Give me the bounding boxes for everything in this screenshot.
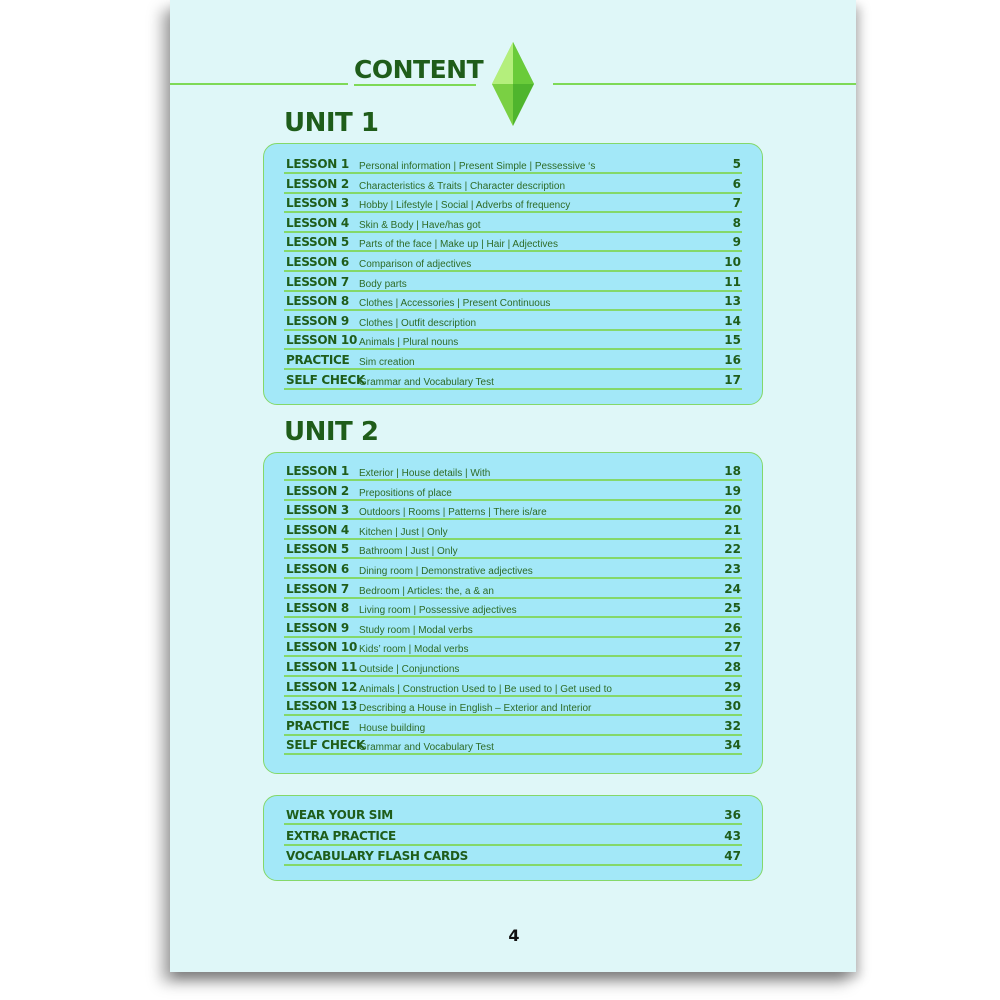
document-page <box>170 0 856 972</box>
toc-row[interactable] <box>284 310 742 331</box>
toc-row-description: Animals | Construction Used to | Be used to | Get used to <box>359 683 612 695</box>
toc-row-page-number: 13 <box>724 294 741 309</box>
toc-row-description: Body parts <box>359 278 407 290</box>
toc-row[interactable] <box>284 271 742 292</box>
toc-row-label: LESSON 5 <box>286 542 349 557</box>
toc-row-label: LESSON 10 <box>286 333 358 348</box>
toc-row[interactable] <box>284 597 742 618</box>
toc-row-description: Hobby | Lifestyle | Social | Adverbs of frequency <box>359 200 571 212</box>
toc-row-description: Outdoors | Rooms | Patterns | There is/are <box>359 507 547 519</box>
toc-row[interactable] <box>284 656 742 677</box>
toc-row-page-number: 16 <box>724 353 741 367</box>
toc-row[interactable] <box>284 825 742 846</box>
toc-row-description: Grammar and Vocabulary Test <box>359 742 494 754</box>
toc-row-page-number: 10 <box>724 255 741 269</box>
toc-row-description: Bedroom | Articles: the, a & an <box>359 585 494 597</box>
toc-row-page-number: 19 <box>724 483 741 498</box>
toc-row-page-number: 27 <box>724 640 741 655</box>
toc-row-label: VOCABULARY FLASH CARDS <box>286 849 468 863</box>
toc-row-description: Clothes | Accessories | Present Continuous <box>359 298 551 310</box>
toc-row-label: LESSON 2 <box>286 176 349 191</box>
toc-row-label: LESSON 5 <box>286 235 349 250</box>
toc-row-label: LESSON 8 <box>286 601 349 616</box>
toc-row[interactable] <box>284 676 742 697</box>
toc-row-page-number: 29 <box>724 679 741 694</box>
toc-row-description: Prepositions of place <box>359 487 452 499</box>
toc-row-label: LESSON 11 <box>286 660 358 674</box>
toc-row-page-number: 25 <box>724 601 741 616</box>
toc-row-page-number: 30 <box>724 699 741 714</box>
toc-row-label: LESSON 13 <box>286 699 358 714</box>
toc-row-label: EXTRA PRACTICE <box>286 828 396 843</box>
toc-row-page-number: 34 <box>724 738 741 753</box>
toc-row-description: Personal information | Present Simple | Pessessive ‘s <box>359 161 596 172</box>
toc-row-page-number: 22 <box>724 542 741 557</box>
toc-row-label: LESSON 12 <box>286 679 358 694</box>
toc-row-description: Describing a House in English – Exterior and Interior <box>359 703 592 715</box>
toc-row-description: Kitchen | Just | Only <box>359 526 448 538</box>
toc-row-label: LESSON 1 <box>286 157 349 171</box>
toc-row-page-number: 21 <box>724 522 741 537</box>
toc-row-description: House building <box>359 722 426 734</box>
toc-row[interactable] <box>284 734 742 755</box>
toc-row-description: Comparison of adjectives <box>359 259 472 270</box>
toc-row-description: Parts of the face | Make up | Hair | Adjectives <box>359 239 558 251</box>
toc-row-page-number: 18 <box>724 464 741 478</box>
toc-row[interactable] <box>284 715 742 736</box>
toc-row-description: Clothes | Outfit description <box>359 317 477 329</box>
toc-row-label: LESSON 7 <box>286 581 349 596</box>
toc-row-page-number: 17 <box>724 372 741 387</box>
toc-row[interactable] <box>284 845 742 866</box>
page-number: 4 <box>508 926 520 945</box>
toc-row-page-number: 24 <box>724 581 741 596</box>
plumbob-diamond-icon <box>492 42 534 126</box>
toc-row-page-number: 15 <box>724 333 741 348</box>
extras-box <box>263 795 763 881</box>
toc-row-label: LESSON 6 <box>286 562 349 576</box>
toc-row[interactable] <box>284 153 742 174</box>
toc-row-page-number: 36 <box>724 808 741 822</box>
toc-row-page-number: 7 <box>732 196 741 211</box>
toc-row-description: Skin & Body | Have/has got <box>359 219 481 231</box>
toc-row-label: LESSON 7 <box>286 274 349 289</box>
toc-row[interactable] <box>284 519 742 540</box>
toc-row[interactable] <box>284 499 742 520</box>
toc-row-label: LESSON 6 <box>286 255 349 269</box>
toc-row-description: Dining room | Demonstrative adjectives <box>359 566 533 577</box>
toc-row-page-number: 8 <box>732 215 741 230</box>
toc-row-label: SELF CHECK <box>286 738 366 753</box>
toc-row[interactable] <box>284 617 742 638</box>
toc-row[interactable] <box>284 636 742 657</box>
unit-1-lessons-box <box>263 143 763 405</box>
toc-row[interactable] <box>284 480 742 501</box>
toc-row-description: Bathroom | Just | Only <box>359 546 458 558</box>
toc-row-page-number: 43 <box>724 828 741 843</box>
toc-row[interactable] <box>284 212 742 233</box>
toc-row[interactable] <box>284 460 742 481</box>
header-rule-left <box>170 83 348 85</box>
toc-row-description: Animals | Plural nouns <box>359 337 459 349</box>
toc-row[interactable] <box>284 251 742 272</box>
toc-row-label: LESSON 3 <box>286 196 349 211</box>
content-title-underline <box>354 84 476 86</box>
toc-row-page-number: 11 <box>724 274 741 289</box>
toc-row-page-number: 23 <box>724 562 741 576</box>
toc-row-page-number: 6 <box>732 176 741 191</box>
toc-row-page-number: 47 <box>724 849 741 863</box>
toc-row[interactable] <box>284 231 742 252</box>
toc-row-page-number: 20 <box>724 503 741 518</box>
toc-row-page-number: 5 <box>732 157 741 171</box>
toc-row[interactable] <box>284 349 742 370</box>
toc-row-description: Exterior | House details | With <box>359 468 491 479</box>
toc-row[interactable] <box>284 578 742 599</box>
toc-row-page-number: 14 <box>724 313 741 328</box>
toc-row-label: PRACTICE <box>286 353 350 367</box>
toc-row-label: LESSON 8 <box>286 294 349 309</box>
toc-row-page-number: 32 <box>724 718 741 733</box>
toc-row-description: Living room | Possessive adjectives <box>359 605 517 617</box>
unit-2-lessons-box <box>263 452 763 774</box>
toc-row[interactable] <box>284 290 742 311</box>
toc-row-description: Outside | Conjunctions <box>359 664 460 675</box>
toc-row-description: Sim creation <box>359 357 415 368</box>
toc-row-label: LESSON 9 <box>286 620 349 635</box>
toc-row-page-number: 9 <box>732 235 741 250</box>
toc-row[interactable] <box>284 329 742 350</box>
toc-row[interactable] <box>284 695 742 716</box>
content-title: CONTENT <box>354 55 484 84</box>
toc-row-description: Kids’ room | Modal verbs <box>359 644 469 656</box>
toc-row-description: Study room | Modal verbs <box>359 624 473 636</box>
toc-row[interactable] <box>284 538 742 559</box>
toc-row-page-number: 26 <box>724 620 741 635</box>
toc-row-page-number: 28 <box>724 660 741 674</box>
toc-row-description: Characteristics & Traits | Character description <box>359 180 566 192</box>
toc-row-label: PRACTICE <box>286 718 350 733</box>
toc-row[interactable] <box>284 173 742 194</box>
toc-row-label: LESSON 9 <box>286 313 349 328</box>
toc-row[interactable] <box>284 192 742 213</box>
unit-2-title: UNIT 2 <box>284 417 379 447</box>
toc-row[interactable] <box>284 804 742 825</box>
toc-row-label: WEAR YOUR SIM <box>286 808 393 822</box>
toc-row-label: LESSON 3 <box>286 503 349 518</box>
toc-row-label: SELF CHECK <box>286 372 366 387</box>
toc-row-label: LESSON 4 <box>286 522 349 537</box>
unit-1-title: UNIT 1 <box>284 108 379 138</box>
toc-row-description: Grammar and Vocabulary Test <box>359 376 494 388</box>
toc-row-label: LESSON 10 <box>286 640 358 655</box>
toc-row[interactable] <box>284 369 742 390</box>
toc-row-label: LESSON 4 <box>286 215 349 230</box>
toc-row-label: LESSON 1 <box>286 464 349 478</box>
toc-row[interactable] <box>284 558 742 579</box>
header-rule-right <box>553 83 856 85</box>
toc-row-label: LESSON 2 <box>286 483 349 498</box>
